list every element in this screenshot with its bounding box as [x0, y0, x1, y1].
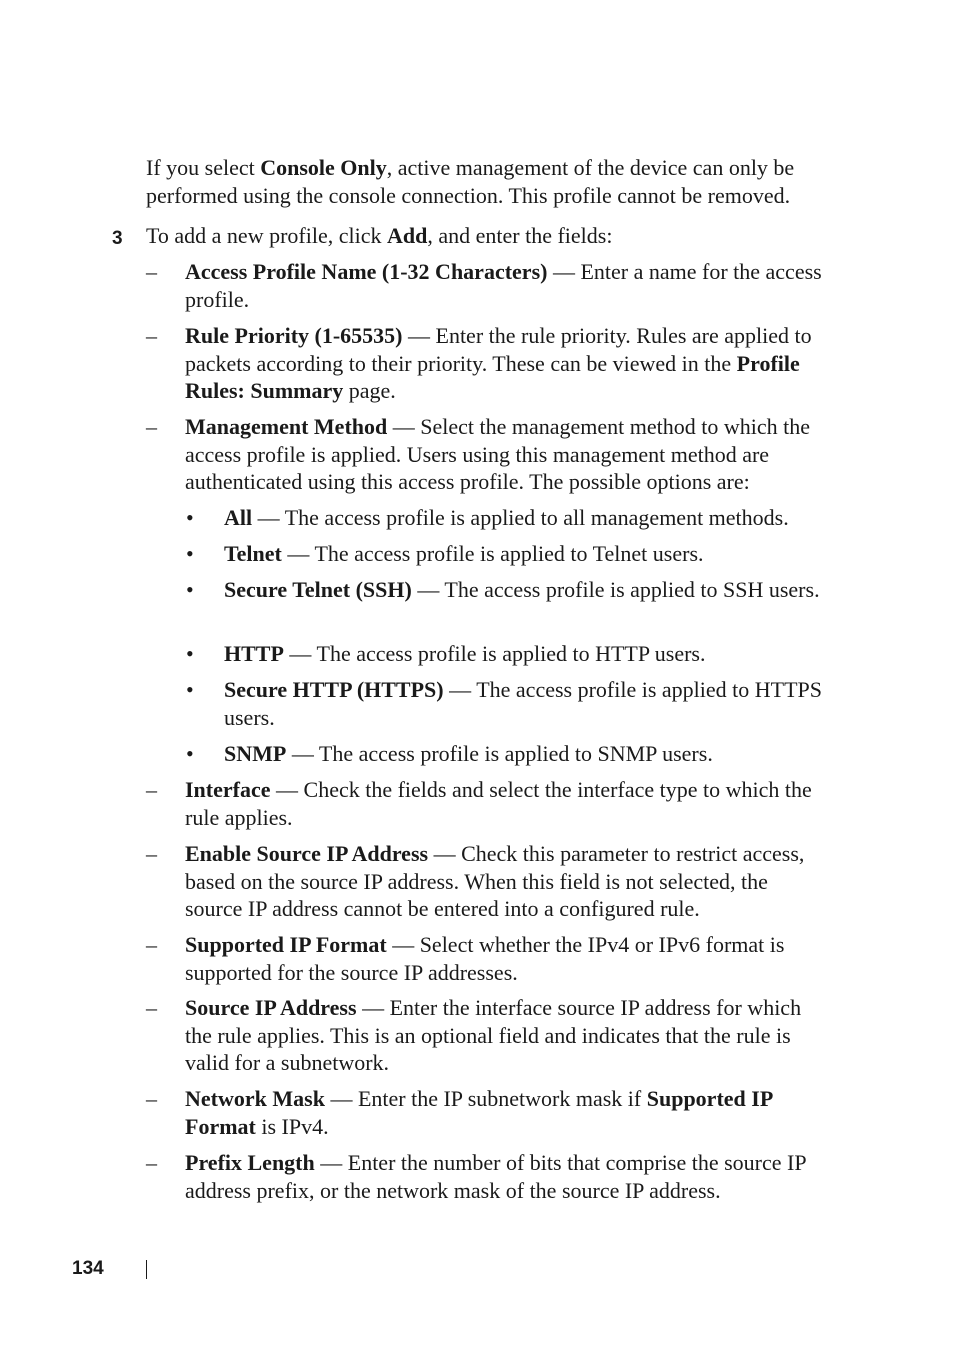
- method-http: [224, 640, 830, 668]
- field-term: Prefix Length: [185, 1150, 315, 1175]
- step-number: 3: [112, 228, 123, 249]
- method-all: [224, 504, 830, 532]
- method-description: — The access profile is applied to HTTPS users.: [224, 677, 823, 730]
- field-term: Management Method: [185, 414, 388, 439]
- field-term: Source IP Address: [185, 995, 357, 1020]
- field-description: — Select the management method to which the access profile is applied. Users using this management method are authenticated using this access profile. The possible options are:: [185, 414, 811, 494]
- dash-marker: –: [146, 414, 157, 439]
- field-prefix-length: [185, 1149, 830, 1204]
- bullet-marker: •: [186, 677, 194, 702]
- bullet-marker: •: [186, 541, 194, 566]
- field-description-tail: is IPv4.: [255, 1113, 329, 1139]
- field-term: Enable Source IP Address: [185, 841, 429, 866]
- intro-paragraph: [146, 154, 830, 209]
- dash-marker: –: [146, 259, 157, 284]
- bullet-marker: •: [186, 505, 194, 530]
- console-only-term: Console Only: [260, 155, 387, 180]
- method-description: — The access profile is applied to all management methods.: [252, 505, 789, 530]
- step-3-lead: To add a new profile, click: [146, 223, 387, 248]
- bullet-marker: •: [186, 741, 194, 766]
- bullet-marker: •: [186, 641, 194, 666]
- intro-text: If you select: [146, 155, 261, 180]
- field-access-profile-name: [185, 258, 830, 313]
- field-term: Rule Priority (1-65535): [185, 323, 403, 348]
- page-number: 134: [72, 1258, 104, 1279]
- dash-marker: –: [146, 777, 157, 802]
- field-enable-source-ip: [185, 840, 830, 923]
- add-term: Add: [386, 223, 428, 248]
- dash-marker: –: [146, 995, 157, 1020]
- intro-text-continued: , active management of the device can only be performed using the console connection. This profile cannot be removed.: [146, 155, 795, 208]
- field-description: — Enter a name for the access profile.: [185, 259, 822, 312]
- field-description: — Enter the IP subnetwork mask if: [324, 1086, 647, 1111]
- field-interface: [185, 776, 830, 831]
- field-description: — Select whether the IPv4 or IPv6 format is supported for the source IP addresses.: [185, 932, 785, 985]
- method-description: — The access profile is applied to SSH users.: [411, 577, 820, 602]
- method-telnet: [224, 540, 830, 568]
- profile-rules-summary-term: Profile Rules: Summary: [185, 350, 800, 403]
- bullet-marker: •: [186, 577, 194, 602]
- field-supported-ip-format: [185, 931, 830, 986]
- field-description-tail: page.: [343, 378, 396, 403]
- field-description: — Enter the interface source IP address for which the rule applies. This is an optional field and indicates that the rule is valid for a subnetwork.: [185, 995, 802, 1075]
- method-description: — The access profile is applied to Telnet users.: [281, 541, 704, 566]
- supported-ip-format-term: Supported IP Format: [185, 1086, 773, 1139]
- field-term: Supported IP Format: [185, 932, 387, 957]
- step-3-text: [146, 222, 830, 250]
- field-source-ip-address: [185, 994, 830, 1077]
- dash-marker: –: [146, 841, 157, 866]
- method-ssh: [224, 576, 830, 604]
- dash-marker: –: [146, 323, 157, 348]
- method-https: [224, 676, 830, 731]
- dash-marker: –: [146, 1086, 157, 1111]
- footer-divider: [146, 1260, 147, 1279]
- step-3-tail: , and enter the fields:: [427, 223, 613, 248]
- field-term: Network Mask: [185, 1086, 325, 1111]
- method-description: — The access profile is applied to HTTP users.: [283, 641, 706, 666]
- method-term: All: [224, 505, 253, 530]
- field-network-mask: [185, 1085, 830, 1140]
- dash-marker: –: [146, 932, 157, 957]
- field-rule-priority: [185, 322, 830, 405]
- method-term: HTTP: [224, 641, 284, 666]
- field-term: Interface: [185, 777, 271, 802]
- field-term: Access Profile Name (1-32 Characters): [185, 259, 548, 284]
- method-term: Secure Telnet (SSH): [224, 577, 412, 602]
- method-description: — The access profile is applied to SNMP users.: [286, 741, 713, 766]
- method-term: SNMP: [224, 741, 287, 766]
- field-description: — Check this parameter to restrict access, based on the source IP address. When this field is not selected, the source IP address cannot be entered into a configured rule.: [185, 841, 805, 921]
- field-description: — Enter the rule priority. Rules are applied to packets according to their priority. These can be viewed in the: [185, 323, 812, 376]
- field-description: — Check the fields and select the interface type to which the rule applies.: [185, 777, 812, 830]
- field-description: — Enter the number of bits that comprise the source IP address prefix, or the network mask of the source IP address.: [185, 1150, 806, 1203]
- dash-marker: –: [146, 1150, 157, 1175]
- method-term: Secure HTTP (HTTPS): [224, 677, 444, 702]
- method-term: Telnet: [224, 541, 282, 566]
- field-management-method: [185, 413, 830, 496]
- method-snmp: [224, 740, 830, 768]
